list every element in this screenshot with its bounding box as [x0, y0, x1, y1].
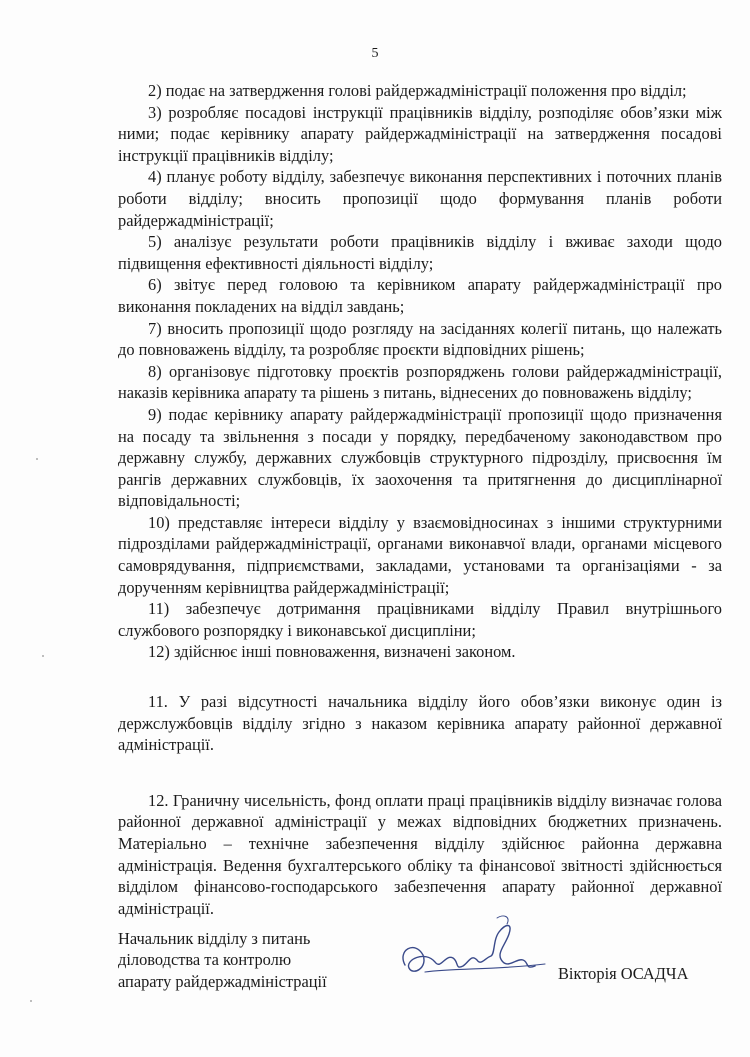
scan-speck: [30, 1000, 32, 1002]
page-number: 5: [371, 46, 379, 61]
scan-speck: [42, 655, 44, 657]
paragraph-item-8: 8) організовує підготовку проєктів розпоряджень голови райдержадміністрації, наказів керівника апарату та рішень з питань, віднесених до повноважень відділу;: [118, 361, 722, 403]
paragraph-item-10: 10) представляє інтереси відділу у взаємовідносинах з іншими структурними підрозділами райдержадміністрації, органами виконавчої влади, органами місцевого самоврядування, підприємствами, закладами, установами та організаціями - за дорученням керівництва райдержадміністрації;: [118, 512, 722, 597]
signatory-title-line-3: апарату райдержадміністрації: [118, 971, 327, 991]
paragraph-item-9: 9) подає керівнику апарату райдержадміністрації пропозиції щодо призначення на посаду та звільнення з посади у порядку, передбаченому законодавством про державну службу, державних службовців структурного підрозділу, присвоєння їм рангів державних службовців, їх заохочення та притягнення до дисциплінарної відповідальності;: [118, 404, 722, 511]
paragraph-item-6: 6) звітує перед головою та керівником апарату райдержадміністрації про виконання покладених на відділ завдань;: [118, 275, 722, 316]
paragraph-item-2: 2) подає на затвердження голові райдержадміністрації положення про відділ;: [148, 81, 687, 100]
section-12: 12. Граничну чисельність, фонд оплати праці працівників відділу визначає голова районної державної адміністрації у межах відповідних бюджетних призначень. Матеріально – технічне забезпечення відділу здійснює районна державна адміністрація. Ведення бухгалтерського обліку та фінансової звітності здійснюється відділом фінансово-господарського забезпечення апарату районної державної адміністрації.: [118, 790, 722, 918]
signatory-title-line-2: діловодства та контролю: [118, 950, 292, 970]
section-11: 11. У разі відсутності начальника відділу його обов’язки виконує один із держслужбовців відділу згідно з наказом керівника апарату районної державної адміністрації.: [118, 692, 722, 755]
paragraph-item-11: 11) забезпечує дотримання працівниками відділу Правил внутрішнього службового розпорядку і виконавської дисципліни;: [118, 599, 722, 640]
signatory-title-line-1: Начальник відділу з питань: [118, 929, 311, 948]
paragraph-item-7: 7) вносить пропозиції щодо розгляду на засіданнях колегії питань, що належать до повноважень відділу, та розробляє проєкти відповідних рішень;: [118, 318, 722, 360]
signatory-name: Вікторія ОСАДЧА: [558, 964, 689, 983]
paragraph-item-12: 12) здійснює інші повноваження, визначені законом.: [148, 642, 516, 662]
scan-speck: [36, 458, 38, 460]
paragraph-item-3: 3) розробляє посадові інструкції працівників відділу, розподіляє обов’язки між ними; подає керівнику апарату райдержадміністрації на затвердження посадові інструкції працівників відділу;: [118, 102, 722, 165]
document-body: [118, 80, 722, 919]
paragraph-item-4: 4) планує роботу відділу, забезпечує виконання перспективних і поточних планів роботи відділу; вносить пропозиції щодо формування планів роботи райдержадміністрації;: [118, 167, 722, 230]
handwritten-signature: [395, 910, 555, 990]
paragraph-item-5: 5) аналізує результати роботи працівників відділу і вживає заходи щодо підвищення ефективності діяльності відділу;: [118, 232, 722, 273]
